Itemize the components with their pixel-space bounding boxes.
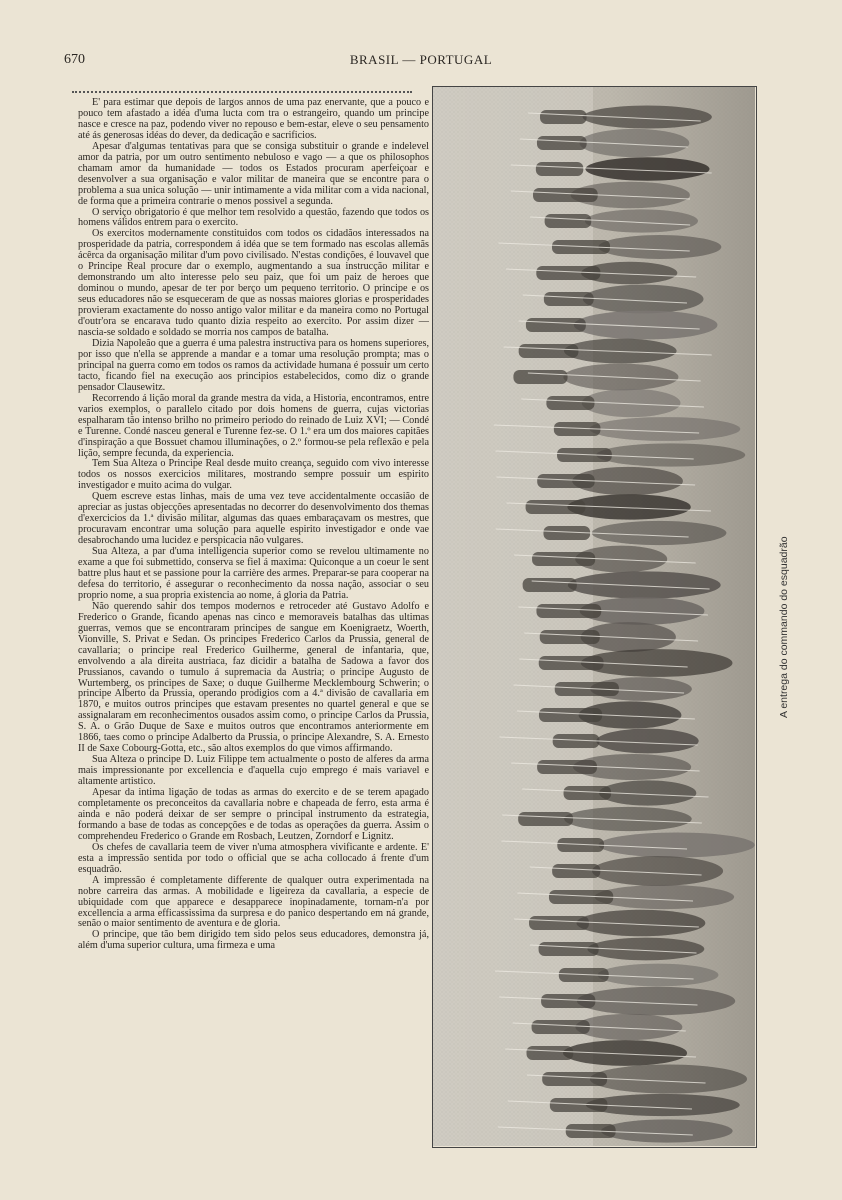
paragraph: Sua Alteza, a par d'uma intelligencia superior como se revelou ultimamente no exame a que foi submettido, conserva se fiel á maxima: Quiconque a un coeur le sent battre plus haut et se passione pour la carrière des armes. Preparar-se para cooperar na defesa do territorio, é assegurar o reconhecimento da nossa nação, associar o seu proprio nome, a sua propria existencia ao nome, á gloria da Patria. [78, 546, 429, 601]
paragraph: Recorrendo á lição moral da grande mestra da vida, a Historia, encontramos, entre varios exemplos, o parallelo citado por dois homens de guerra, cujas victorias espalharam tão intenso brilho no primeiro periodo do reinado de Luiz XVI; — Condé e Turenne. Condé nasceu general e Turenne fez-se. O 1.º era um dos maiores capitães d'inspiração a que Bossuet chamou illuminações, o 2.º formou-se pela reflexão e pela lição, sempre fecunda, da experiencia. [78, 392, 429, 459]
paragraph: Tem Sua Alteza o Principe Real desde muito creança, seguido com vivo interesse todos os nossos exercicios militares, mostrando sempre possuir um espirito investigador e muito acima do vulgar. [78, 458, 429, 492]
cavalry-photograph [432, 86, 757, 1148]
page-number: 670 [64, 52, 85, 67]
paragraph: Não querendo sahir dos tempos modernos e retroceder até Gustavo Adolfo e Frederico o Grande, ficando apenas nas cinco e memoraveis batalhas das ultimas guerras, vemos que se encontraram principes de sangue em Koenigraetz, Woerth, Vionville, S. Privat e Sedan. Os principes Frederico Carlos da Prussia, general de cavallaria; o principe real Frederico Guilherme, general de infantaria, que, envolvendo a ala direita austriaca, faz dicidir a batalha de Sadowa a favor dos Prussianos, cavando o tumulo á supremacia da Austria; o principe Augusto de Wurtemberg, os principes de Saxe; o duque Guilherme Mecklembourg Schwerin; o principe Alberto da Prussia, operando prodigios com a 4.ª divisão de cavallaria em 1870, e muitos outros principes que estavam presentes no quartel general e que se assignalaram em reconhecimentos ousados assim como, o principe Carlos da Prussia, S. A. o Grão Duque de Saxe e muitos outros que encontramos anteriormente em 1866, taes como o principe Adalberto da Prussia, o principe Alexandre, S. A. Ernesto II de Saxe Cobourg-Gotta, etc., são altos exemplos do que vimos affirmando. [78, 600, 429, 755]
paragraph: Os exercitos modernamente constituidos com todos os cidadãos interessados na prosperidade da patria, correspondem á idéa que se tem formado nas escolas allemãs ácêrca da organisação militar d'um povo civilisado. N'estas condições, é louvavel que o Principe Real procure dar o exemplo, augmentando a sua instrucção militar e demonstrando um alto interesse pelo seu paiz, que foi um paiz de heroes que dominou o mundo, apesar de ter por berço um pequeno territorio. O principe e os seus educadores não se esqueceram de que as nossas maiores glorias e prosperidades provieram exactamente do nosso antigo valor militar e da maneira como no Portugal d'outr'ora se encarava tudo quanto dizia respeito ao exercito. Por assim dizer — nascia-se soldado e soldado se morria nos campos de batalha. [78, 228, 429, 339]
paragraph: O principe, que tão bem dirigido tem sido pelos seus educadores, demonstra já, além d'uma superior cultura, uma firmeza e uma [78, 929, 429, 952]
paragraph: Apesar da intima ligação de todas as armas do exercito e de se terem apagado completamente os preconceitos da cavallaria nobre e chapeada de ferro, esta arma é ainda e não poderá deixar de ser sempre o principal instrumento da estrategia, formando a base de todas as concepções e de todas as operações da guerra. Assim o comprehendeu Frederico o Grande em Rosbach, Leutzen, Zorndorf e Lignitz. [78, 787, 429, 842]
paragraph: A impressão é completamente differente de qualquer outra experimentada na nobre carreira das armas. A mobilidade e ligeireza da cavallaria, a especie de ubiquidade com que apparece e desapparece inopinadamente, tornam-n'a por excellencia a arma efficassissima da surpresa e do panico despertando em ná grande, senão o maior sentimento de aventura e de gloria. [78, 874, 429, 930]
paragraph: Os chefes de cavallaria teem de viver n'uma atmosphera vivificante e ardente. E' esta a impressão sentida por todo o official que se acha collocado á frente d'um esquadrão. [78, 841, 429, 875]
paragraph: E' para estimar que depois de largos annos de uma paz enervante, que a pouco e pouco tem afastado a idéa d'uma lucta com tra o estrangeiro, quando um principe nasce e cresce na paz, podendo viver no repouso e bem-estar, eleve o seu pensamento até ás generosas idéas do dever, da dedicação e sacrificios. [78, 98, 429, 141]
paragraph: Apesar d'algumas tentativas para que se consiga substituir o grande e indelevel amor da patria, por um outro sentimento nebuloso e vago — a que os philosophos chamam amor da humanidade — todos os Estados procuram aperfeiçoar e desenvolver a sua organisação e valor militar de maneira que se encontre para o problema a sua unica solução — unir intimamente a vida militar com a vida nacional, de forma que a primeira contrarie o menos possivel a segunda. [78, 140, 429, 207]
paragraph: O serviço obrigatorio é que melhor tem resolvido a questão, fazendo que todos os homens válidos entrem para o exercito. [78, 206, 429, 229]
paragraph: Quem escreve estas linhas, mais de uma vez teve accidentalmente occasião de apreciar as justas objecções apresentadas no decorrer do desenvolvimento dos themas d'exercicios da 1.ª divisão militar, algumas das quaes embaraçavam os mestres, que procuravam encontrar uma solução para aquelle espirito investigador e onde vae desabrochando uma lucidez e perspicacia não vulgares. [78, 491, 429, 547]
figure-caption: A entrega do commando do esquadrão [778, 536, 790, 718]
running-head: BRASIL — PORTUGAL [349, 52, 493, 67]
paragraph: Dizia Napoleão que a guerra é uma palestra instructiva para os homens superiores, por isso que n'ella se apprende a mandar e a tomar uma resolução prompta; mas o principal na guerra como em todos os ramos da actividade humana é possuir um certo tacto, ficando fiel na execução aos principios estabelecidos, como diz o grande pensador Clausewitz. [78, 337, 429, 393]
paragraph: Sua Alteza o principe D. Luiz Filippe tem actualmente o posto de alferes da arma mais impressionante por excellencia e d'aquella cujo emprego é mais variavel e altamente artistico. [78, 754, 429, 788]
article-body [78, 98, 429, 1136]
